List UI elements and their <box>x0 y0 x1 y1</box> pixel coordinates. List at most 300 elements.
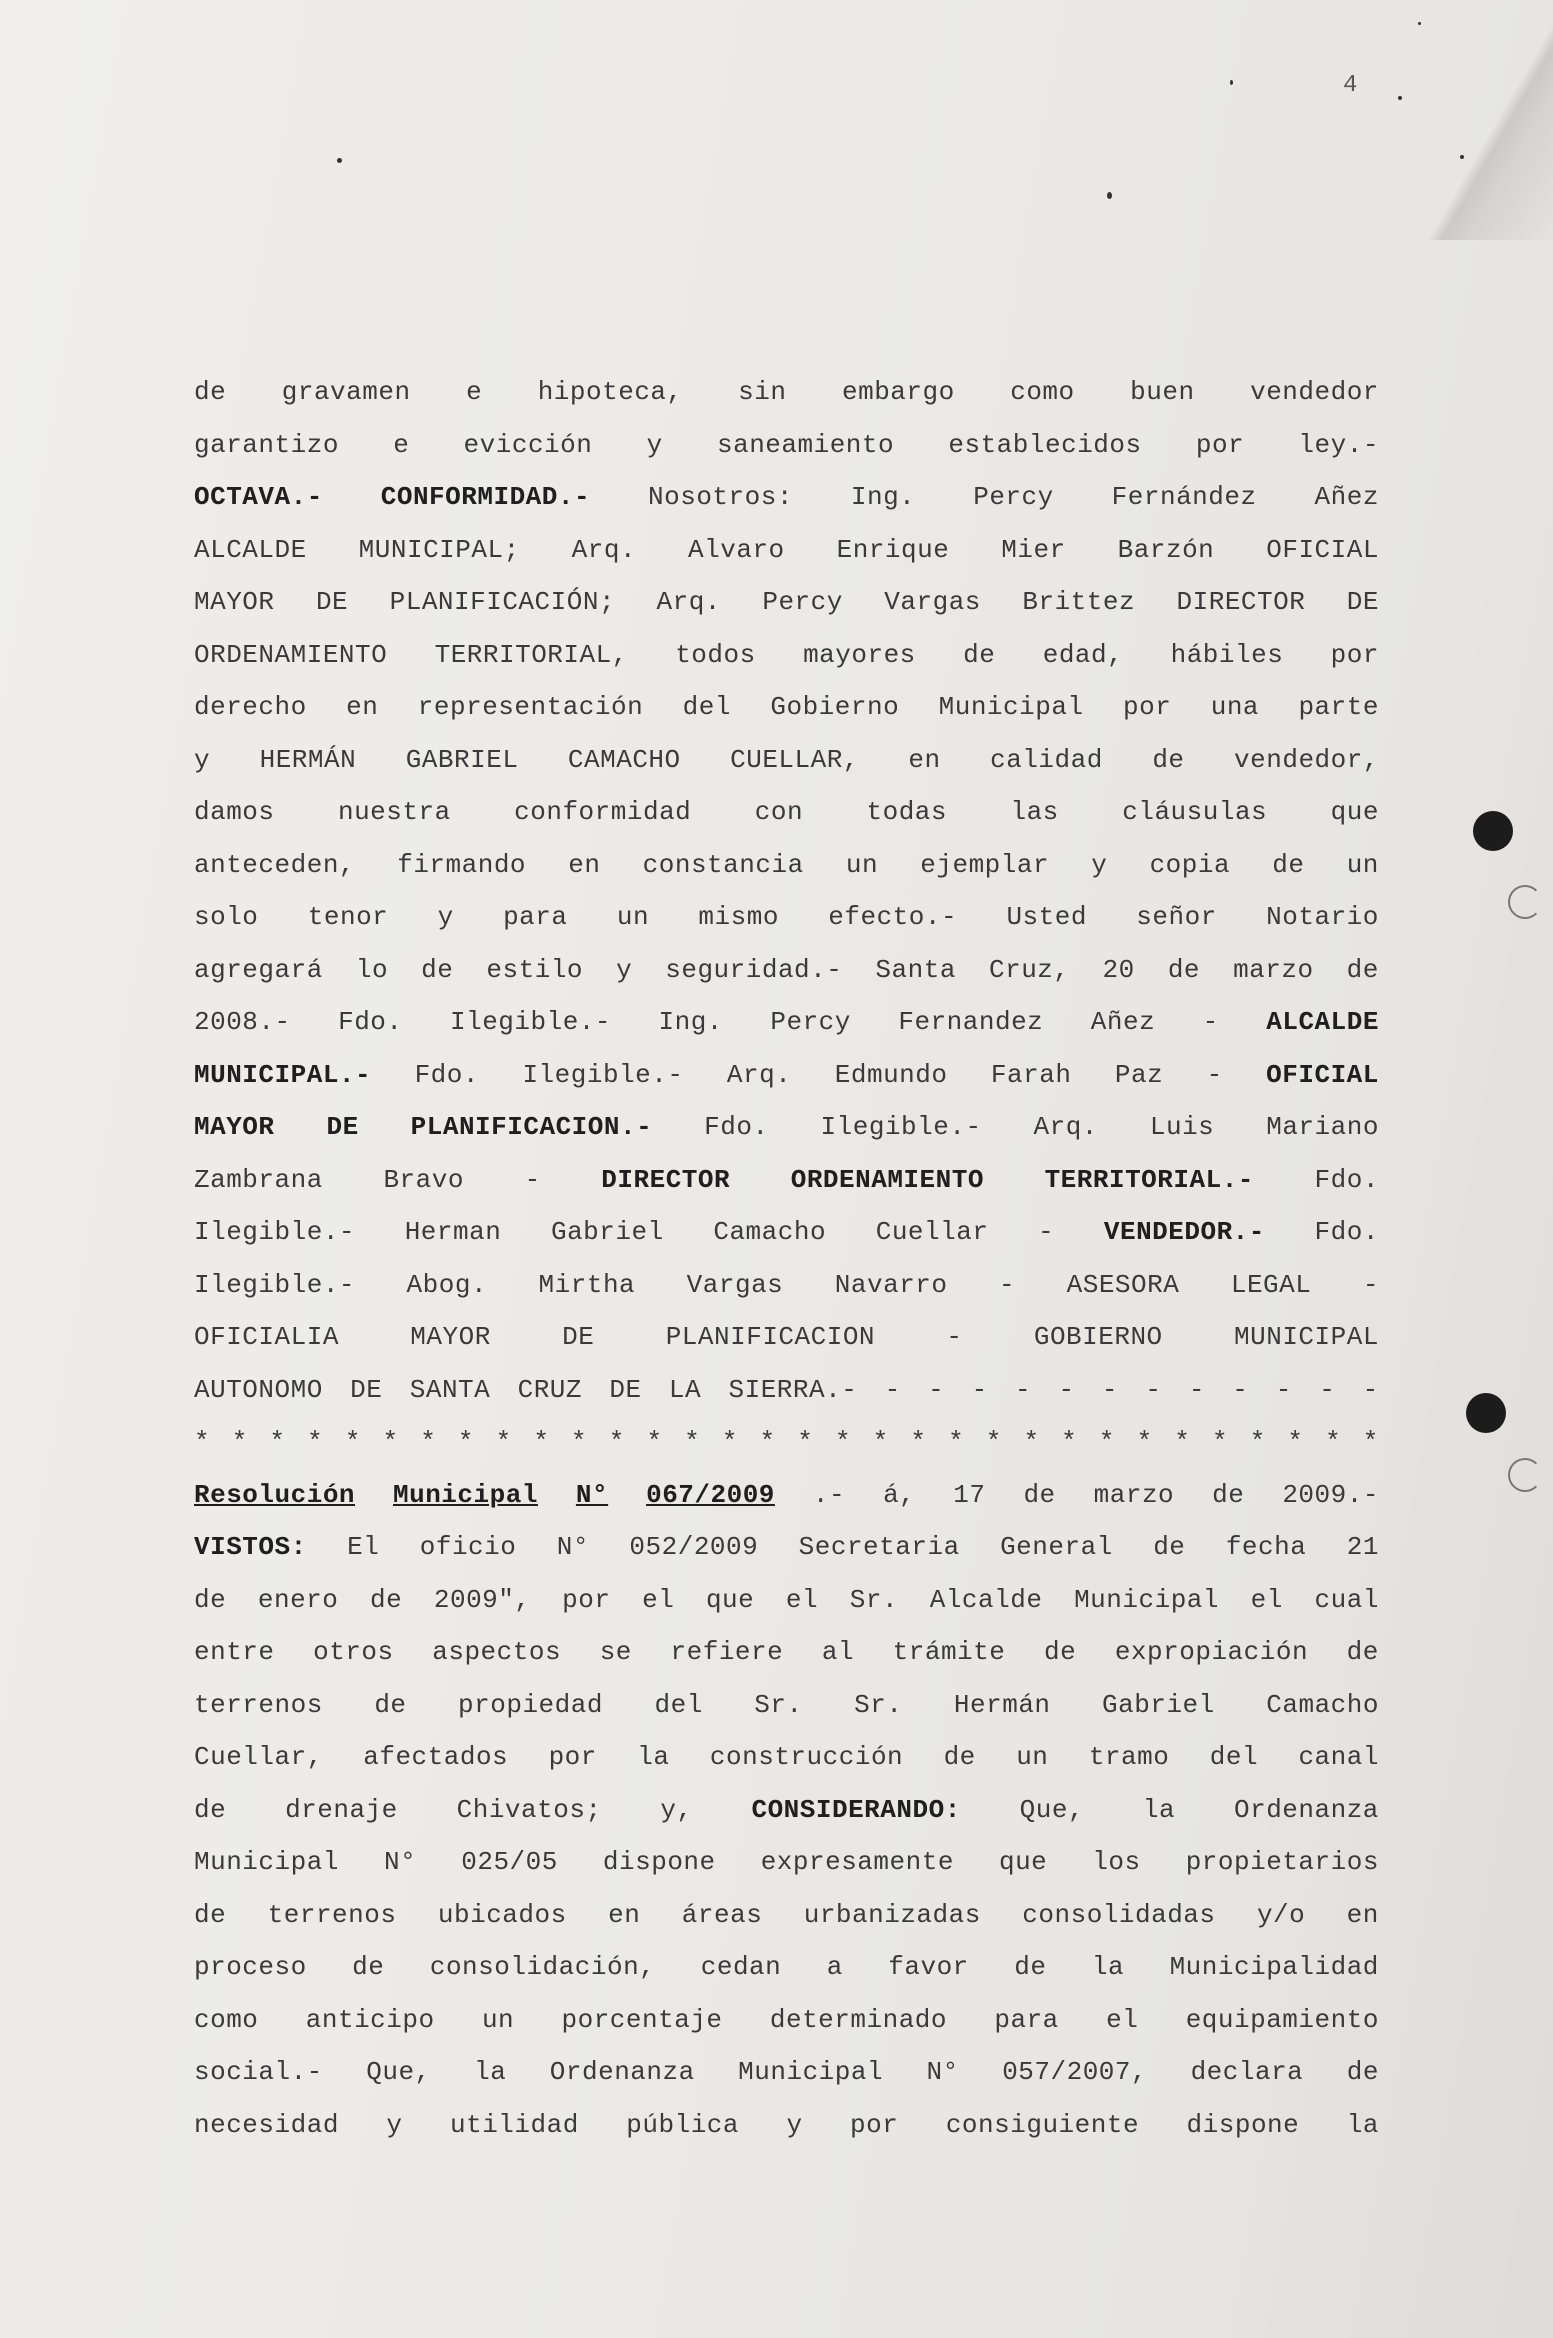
word: Gabriel <box>1102 1689 1215 1720</box>
word: Arq. <box>656 587 721 617</box>
word: Ordenanza <box>549 2057 695 2087</box>
word: * <box>194 1427 211 1457</box>
word: HERMÁN <box>259 744 357 775</box>
word: TERRITORIAL, <box>434 639 628 670</box>
word: tenor <box>307 902 389 932</box>
word: SANTA <box>409 1374 491 1405</box>
word: Percy <box>973 482 1054 512</box>
word: N° <box>926 2057 959 2087</box>
word: * <box>1249 1427 1266 1457</box>
text-line <box>194 1206 1379 1259</box>
word: AUTONOMO <box>194 1374 323 1405</box>
word: * <box>269 1427 286 1457</box>
word: equipamiento <box>1185 2004 1379 2035</box>
word: social.- <box>194 2057 323 2087</box>
word: y <box>616 954 633 985</box>
word: VENDEDOR.- <box>1103 1217 1265 1247</box>
word: en <box>1346 1899 1379 1930</box>
word: drenaje <box>285 1794 398 1825</box>
text-line <box>194 419 1379 472</box>
word: Ordenanza <box>1233 1794 1379 1825</box>
word: por <box>1195 429 1245 460</box>
word: un <box>1346 849 1379 880</box>
word: Ing. <box>658 1007 723 1037</box>
word: - <box>928 1374 945 1405</box>
word: y <box>437 902 454 932</box>
word: Notario <box>1266 902 1379 932</box>
word: firmando <box>397 849 527 880</box>
word: Hermán <box>953 1689 1051 1720</box>
word: y/o <box>1256 1899 1306 1930</box>
word: SIERRA.- <box>728 1374 858 1405</box>
word: OFICIAL <box>1266 1059 1379 1090</box>
word: 052/2009 <box>629 1532 759 1562</box>
text-line <box>194 996 1379 1049</box>
word: copia <box>1149 849 1231 880</box>
word: efecto.- <box>828 902 958 932</box>
document-text <box>194 366 1379 2151</box>
word: el <box>1250 1584 1283 1615</box>
word: Mirtha <box>538 1269 636 1300</box>
word: Fernandez <box>898 1007 1044 1037</box>
word: y <box>1091 849 1108 880</box>
word: mismo <box>698 902 779 932</box>
dust-speck <box>1398 96 1402 100</box>
word: * <box>344 1427 361 1457</box>
word: - <box>1202 1007 1219 1037</box>
word: Fdo. <box>338 1007 403 1037</box>
word: consolidadas <box>1022 1899 1216 1930</box>
word: Fdo. <box>1314 1164 1379 1195</box>
word: - <box>884 1374 901 1405</box>
word: - <box>1232 1374 1249 1405</box>
word: enero <box>257 1584 339 1615</box>
word: de <box>1044 1637 1077 1667</box>
word: expresamente <box>760 1847 954 1877</box>
text-line <box>194 1574 1379 1627</box>
word: y <box>386 2109 403 2140</box>
word: dispone <box>1186 2109 1300 2140</box>
word: - <box>524 1164 541 1195</box>
word: e <box>393 429 410 460</box>
word: DE <box>609 1374 642 1405</box>
text-line <box>194 1049 1379 1102</box>
text-line <box>194 2099 1379 2152</box>
word: * <box>646 1427 663 1457</box>
word: de <box>1153 1532 1186 1562</box>
word: oficio <box>419 1532 517 1562</box>
word: Usted <box>1006 902 1087 932</box>
word: anticipo <box>305 2004 435 2035</box>
word: * <box>571 1427 588 1457</box>
text-line <box>194 1521 1379 1574</box>
word: * <box>797 1427 814 1457</box>
word: Ilegible.- <box>194 1269 356 1300</box>
word: Edmundo <box>834 1059 948 1090</box>
word: refiere <box>670 1637 784 1667</box>
text-line <box>194 891 1379 944</box>
text-line <box>194 839 1379 892</box>
word: VISTOS: <box>194 1532 307 1562</box>
word: garantizo <box>194 429 339 460</box>
word: DE <box>315 587 349 617</box>
word: TERRITORIAL.- <box>1044 1164 1254 1195</box>
word: conformidad <box>514 797 692 827</box>
word: seguridad.- <box>665 954 843 985</box>
text-line <box>194 1889 1379 1942</box>
word: para <box>503 902 568 932</box>
word: 2008.- <box>194 1007 291 1037</box>
text-line <box>194 681 1379 734</box>
word: un <box>481 2004 515 2035</box>
word: cláusulas <box>1122 797 1268 827</box>
word: .- <box>812 1479 846 1510</box>
word: terrenos <box>194 1689 323 1720</box>
word: de <box>1014 1952 1047 1982</box>
word: á, <box>883 1479 916 1510</box>
word: GOBIERNO <box>1033 1322 1163 1352</box>
text-line <box>194 1836 1379 1889</box>
word: MUNICIPAL.- <box>194 1059 372 1090</box>
word: Brittez <box>1022 587 1136 617</box>
word: propiedad <box>458 1689 603 1720</box>
word: OFICIALIA <box>194 1322 339 1352</box>
word: de <box>370 1584 403 1615</box>
word: Fdo. <box>1314 1217 1379 1247</box>
word: DIRECTOR <box>1176 587 1306 617</box>
word: entre <box>194 1637 275 1667</box>
word: - <box>999 1269 1016 1300</box>
word: calidad <box>990 744 1103 775</box>
word: Percy <box>770 1007 851 1037</box>
word: CONFORMIDAD.- <box>380 482 591 512</box>
word: 025/05 <box>461 1847 558 1877</box>
word: Nosotros: <box>648 482 793 512</box>
word: pública <box>626 2109 739 2140</box>
word: representación <box>417 692 644 722</box>
text-line <box>194 1259 1379 1312</box>
word: Navarro <box>834 1269 948 1300</box>
word: una <box>1210 692 1260 722</box>
word: 21 <box>1346 1532 1379 1562</box>
text-line <box>194 944 1379 997</box>
word: propietarios <box>1185 1847 1379 1877</box>
word: por <box>562 1584 611 1615</box>
word: * <box>985 1427 1002 1457</box>
text-line <box>194 1469 1379 1522</box>
text-line <box>194 1364 1379 1417</box>
word: ORDENAMIENTO <box>790 1164 984 1195</box>
word: * <box>910 1427 927 1457</box>
word: GABRIEL <box>405 744 519 775</box>
word: y <box>786 2109 803 2140</box>
word: Sr. <box>754 1689 803 1720</box>
word: de <box>1023 1479 1056 1510</box>
text-line <box>194 1784 1379 1837</box>
word: parte <box>1298 692 1379 722</box>
word: Mier <box>1001 534 1066 565</box>
word: * <box>420 1427 437 1457</box>
word: DE <box>562 1322 595 1352</box>
word: solo <box>194 902 259 932</box>
word: Municipal <box>738 2057 884 2087</box>
word: todos <box>675 639 756 670</box>
word: de <box>352 1952 385 1982</box>
word: Cuellar, <box>194 1742 323 1772</box>
word: en <box>908 744 941 775</box>
word: Zambrana <box>194 1164 323 1195</box>
text-line <box>194 1626 1379 1679</box>
word: Farah <box>990 1059 1072 1090</box>
text-line <box>194 471 1379 524</box>
word: Añez <box>1090 1007 1156 1037</box>
word: Santa <box>875 954 956 985</box>
word: Ilegible.- <box>194 1217 356 1247</box>
word: trámite <box>892 1637 1006 1667</box>
word: hábiles <box>1170 639 1284 670</box>
word: áreas <box>681 1899 763 1930</box>
word: consiguiente <box>945 2109 1140 2140</box>
word: * <box>759 1427 776 1457</box>
text-line <box>194 1731 1379 1784</box>
word: de <box>943 1742 976 1772</box>
word: el <box>1106 2004 1139 2035</box>
word: Municipal <box>938 692 1084 722</box>
word: Camacho <box>1266 1689 1379 1720</box>
folded-corner <box>1413 0 1553 240</box>
word: que <box>1330 797 1379 827</box>
text-line <box>194 1679 1379 1732</box>
word: * <box>1023 1427 1040 1457</box>
word: anteceden, <box>194 849 356 880</box>
word: * <box>834 1427 852 1457</box>
word: cedan <box>700 1952 782 1982</box>
word: las <box>1010 797 1059 827</box>
word: * <box>1325 1427 1342 1457</box>
word: - <box>1145 1374 1162 1405</box>
word: evicción <box>463 429 593 460</box>
word: por <box>1122 692 1172 722</box>
word: por <box>1330 639 1379 670</box>
word: DE <box>1346 587 1379 617</box>
word: * <box>307 1427 324 1457</box>
word: * <box>495 1427 512 1457</box>
punch-hole <box>1473 811 1513 851</box>
word: de <box>194 1584 227 1615</box>
text-line <box>194 734 1379 787</box>
word: - <box>1319 1374 1336 1405</box>
word: ORDENAMIENTO <box>194 639 388 670</box>
word: Chivatos; <box>456 1794 602 1825</box>
dust-speck <box>1107 192 1112 199</box>
word: como <box>194 2004 259 2035</box>
word: N° <box>383 1847 417 1877</box>
dust-speck <box>337 158 342 163</box>
word: fecha <box>1225 1532 1307 1562</box>
word: PLANIFICACION <box>665 1322 876 1352</box>
word: Vargas <box>884 587 981 617</box>
word: - <box>1101 1374 1119 1405</box>
dust-speck <box>1230 80 1233 85</box>
word: * <box>1136 1427 1153 1457</box>
word: PLANIFICACION.- <box>410 1112 653 1142</box>
word: señor <box>1136 902 1217 932</box>
word: Ing. <box>850 482 916 512</box>
word: Ilegible.- <box>449 1007 612 1037</box>
word: Barzón <box>1117 534 1215 565</box>
word: porcentaje <box>561 2004 723 2035</box>
word: Que, <box>366 2057 431 2087</box>
word: DE <box>326 1112 359 1142</box>
word: determinado <box>769 2004 948 2035</box>
word: estilo <box>486 954 584 985</box>
word: expropiación <box>1114 1637 1309 1667</box>
word: Municipal <box>393 1479 538 1510</box>
word: * <box>382 1427 399 1457</box>
word: nuestra <box>337 797 451 827</box>
word: el <box>785 1584 819 1615</box>
word: por <box>548 1742 597 1772</box>
text-line <box>194 2046 1379 2099</box>
word: 067/2009 <box>646 1479 775 1510</box>
word: MUNICIPAL; <box>358 534 520 565</box>
word: CONSIDERANDO: <box>751 1794 961 1825</box>
word: * <box>231 1427 248 1457</box>
word: de <box>1346 954 1379 985</box>
text-line <box>194 1941 1379 1994</box>
word: para <box>994 2004 1059 2035</box>
word: proceso <box>194 1952 307 1982</box>
word: - <box>1206 1059 1223 1090</box>
word: PLANIFICACIÓN; <box>389 587 616 617</box>
word: - <box>946 1322 963 1352</box>
word: MAYOR <box>410 1322 491 1352</box>
word: - <box>1275 1374 1292 1405</box>
punch-hole <box>1466 1393 1506 1433</box>
word: marzo <box>1093 1479 1175 1510</box>
word: - <box>1015 1374 1032 1405</box>
word: un <box>845 849 879 880</box>
word: saneamiento <box>716 429 895 460</box>
word: Camacho <box>713 1217 827 1247</box>
word: utilidad <box>449 2109 579 2140</box>
word: y <box>646 429 663 460</box>
word: favor <box>888 1952 969 1982</box>
word: la <box>1142 1794 1176 1825</box>
word: de <box>1152 744 1185 775</box>
word: derecho <box>194 692 307 722</box>
word: buen <box>1130 377 1195 407</box>
text-line <box>194 1416 1379 1469</box>
word: y <box>194 744 211 775</box>
word: Arq. <box>726 1059 792 1090</box>
word: construcción <box>709 1742 904 1772</box>
word: edad, <box>1042 639 1124 670</box>
word: DE <box>350 1374 383 1405</box>
word: al <box>821 1637 855 1667</box>
word: - <box>1362 1374 1379 1405</box>
word: agregará <box>194 954 323 985</box>
word: vendedor <box>1250 377 1379 407</box>
word: y, <box>660 1794 693 1825</box>
word: mayores <box>803 639 916 670</box>
word: Resolución <box>194 1479 356 1510</box>
word: General <box>1000 1532 1113 1562</box>
word: constancia <box>642 849 804 880</box>
word: todas <box>866 797 948 827</box>
word: Bravo <box>383 1164 464 1195</box>
staple-mark <box>1508 885 1542 919</box>
word: Municipal <box>1074 1584 1220 1615</box>
word: de <box>374 1689 407 1720</box>
word: * <box>1362 1427 1379 1457</box>
word: establecidos <box>948 429 1142 460</box>
text-line <box>194 786 1379 839</box>
word: de <box>1272 849 1305 880</box>
word: * <box>608 1427 625 1457</box>
word: de <box>1346 2057 1379 2087</box>
word: vendedor, <box>1234 744 1379 775</box>
word: como <box>1010 377 1075 407</box>
word: - <box>1038 1217 1055 1247</box>
word: MAYOR <box>194 587 275 617</box>
word: por <box>850 2109 899 2140</box>
word: Abog. <box>406 1269 488 1300</box>
page-number: 4 <box>1343 72 1358 99</box>
word: Fdo. <box>414 1059 479 1090</box>
word: urbanizadas <box>803 1899 981 1930</box>
word: los <box>1092 1847 1141 1877</box>
word: Paz <box>1114 1059 1164 1090</box>
word: cual <box>1314 1584 1379 1615</box>
word: El <box>347 1532 380 1562</box>
word: hipoteca, <box>537 377 683 407</box>
word: con <box>754 797 804 827</box>
dust-speck <box>1460 155 1464 159</box>
word: ALCALDE <box>1266 1007 1379 1037</box>
word: Mariano <box>1266 1112 1379 1142</box>
word: Que, <box>1019 1794 1085 1825</box>
word: consolidación, <box>429 1952 656 1982</box>
word: CAMACHO <box>567 744 681 775</box>
word: de <box>963 639 996 670</box>
word: Gobierno <box>770 692 900 722</box>
word: 20 <box>1102 954 1135 985</box>
word: * <box>1287 1427 1304 1457</box>
word: Fdo. <box>704 1112 769 1142</box>
word: de <box>194 377 227 407</box>
word: Cruz, <box>988 954 1070 985</box>
word: MAYOR <box>194 1112 275 1142</box>
word: del <box>1209 1742 1259 1772</box>
word: marzo <box>1233 954 1314 985</box>
word: 2009.- <box>1282 1479 1379 1510</box>
word: * <box>533 1427 550 1457</box>
staple-mark <box>1508 1458 1542 1492</box>
word: se <box>599 1637 632 1667</box>
word: dispone <box>602 1847 716 1877</box>
word: gravamen <box>281 377 411 407</box>
text-line <box>194 576 1379 629</box>
word: aspectos <box>432 1637 562 1667</box>
dust-speck <box>1418 22 1421 25</box>
word: Alvaro <box>688 534 785 565</box>
word: Sr. <box>849 1584 899 1615</box>
word: Fernández <box>1111 482 1257 512</box>
word: Secretaria <box>798 1532 960 1562</box>
word: un <box>616 902 650 932</box>
word: a <box>826 1952 843 1982</box>
